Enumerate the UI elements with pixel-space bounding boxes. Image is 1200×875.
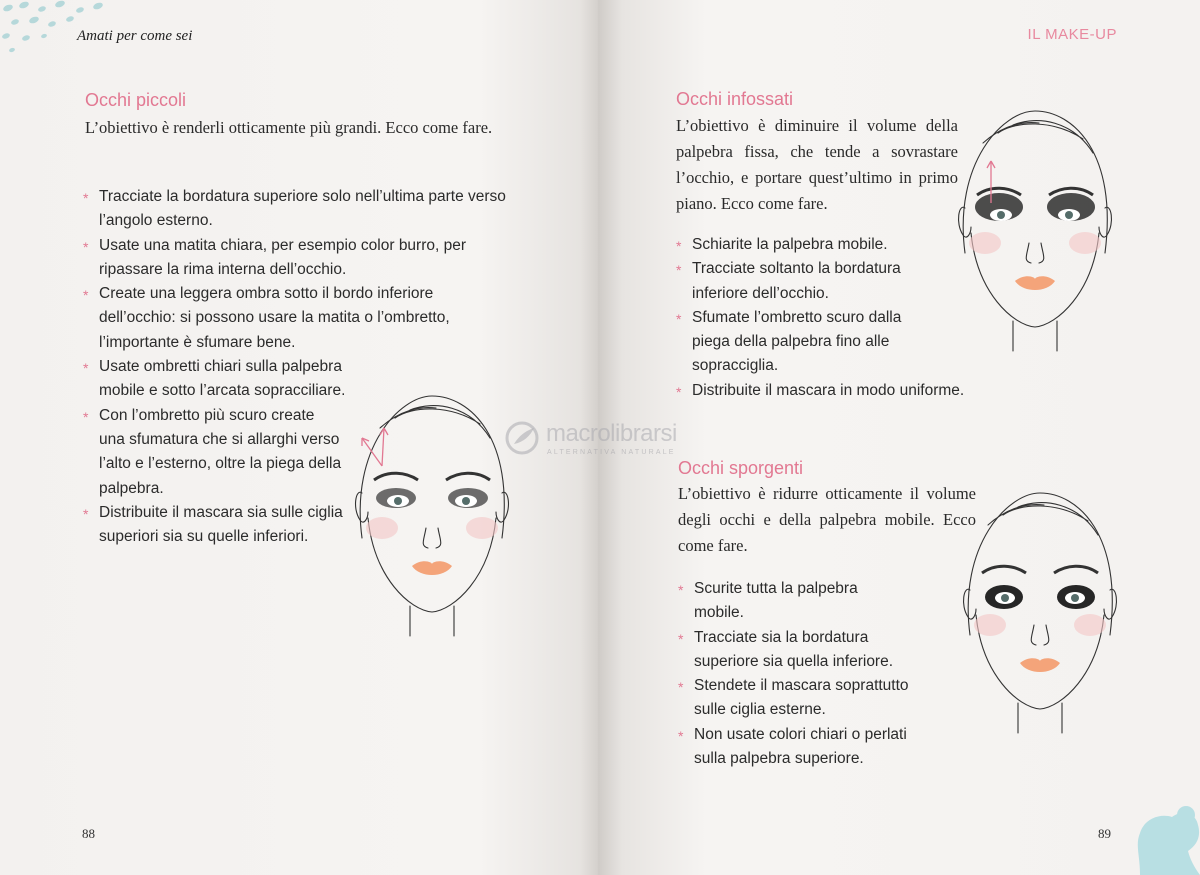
list-item: * Distribuite il mascara in modo uniforme.	[676, 379, 1012, 403]
list-item: * Sfumate l’ombretto scuro dalla piega della palpebra fino alle sopracciglia.	[676, 306, 912, 379]
watermark-brand: macrolibrarsi	[546, 420, 677, 447]
woman-silhouette-icon	[1110, 795, 1200, 875]
list-item: * Create una leggera ombra sotto il bordo inferiore dell’occhio: si possono usare la matita o l’ombretto, l’importante è sfumare bene.	[83, 282, 499, 355]
list-item: * Distribuite il mascara sia sulle ciglia superiori sia su quelle inferiori.	[83, 501, 344, 550]
list-item: * Tracciate la bordatura superiore solo nell’ultima parte verso l’angolo esterno.	[83, 185, 509, 234]
watermark-tagline: ALTERNATIVA NATURALE	[547, 449, 676, 456]
page-number-right: 89	[1098, 826, 1111, 841]
tips-list-bulging-eyes	[678, 577, 928, 771]
list-item: * Usate una matita chiara, per esempio color burro, per ripassare la rima interna dell’occhio.	[83, 234, 479, 283]
list-item: * Con l’ombretto più scuro create una sfumatura che si allarghi verso l’alto e l’esterno, oltre la piega della palpebra.	[83, 404, 344, 501]
intro-bulging-eyes: L’obiettivo è ridurre otticamente il volume degli occhi e della palpebra mobile. Ecco come fare.	[678, 484, 976, 555]
list-item: * Non usate colori chiari o perlati sulla palpebra superiore.	[678, 723, 934, 772]
face-illustration-deep-set-eyes	[943, 103, 1123, 353]
list-item: * Tracciate soltanto la bordatura inferiore dell’occhio.	[676, 257, 912, 306]
watermark	[500, 418, 730, 462]
section-title-small-eyes: Occhi piccoli	[85, 90, 187, 110]
list-item: * Schiarite la palpebra mobile.	[676, 233, 912, 257]
running-head-right: IL MAKE-UP	[1027, 26, 1117, 43]
face-illustration-small-eyes	[340, 388, 520, 638]
list-item: * Usate ombretti chiari sulla palpebra mobile e sotto l’arcata sopracciliare.	[83, 355, 359, 404]
section-title-deep-set-eyes: Occhi infossati	[676, 89, 794, 109]
intro-small-eyes: L’obiettivo è renderli otticamente più grandi. Ecco come fare.	[85, 118, 493, 137]
list-item: * Tracciate sia la bordatura superiore sia quella inferiore.	[678, 626, 924, 675]
face-illustration-bulging-eyes	[948, 485, 1128, 735]
watermark-logo-icon	[502, 418, 542, 458]
intro-deep-set-eyes: L’obiettivo è diminuire il volume della palpebra fissa, che tende a sovrastare l’occhio, e portare quest’ultimo in primo piano. Ecco come fare.	[676, 116, 958, 213]
list-item: * Stendete il mascara soprattutto sulle ciglia esterne.	[678, 674, 934, 723]
list-item: * Scurite tutta la palpebra mobile.	[678, 577, 904, 626]
running-head-left: Amati per come sei	[77, 28, 193, 44]
section-title-bulging-eyes: Occhi sporgenti	[678, 458, 804, 478]
page-number-left: 88	[82, 826, 95, 841]
